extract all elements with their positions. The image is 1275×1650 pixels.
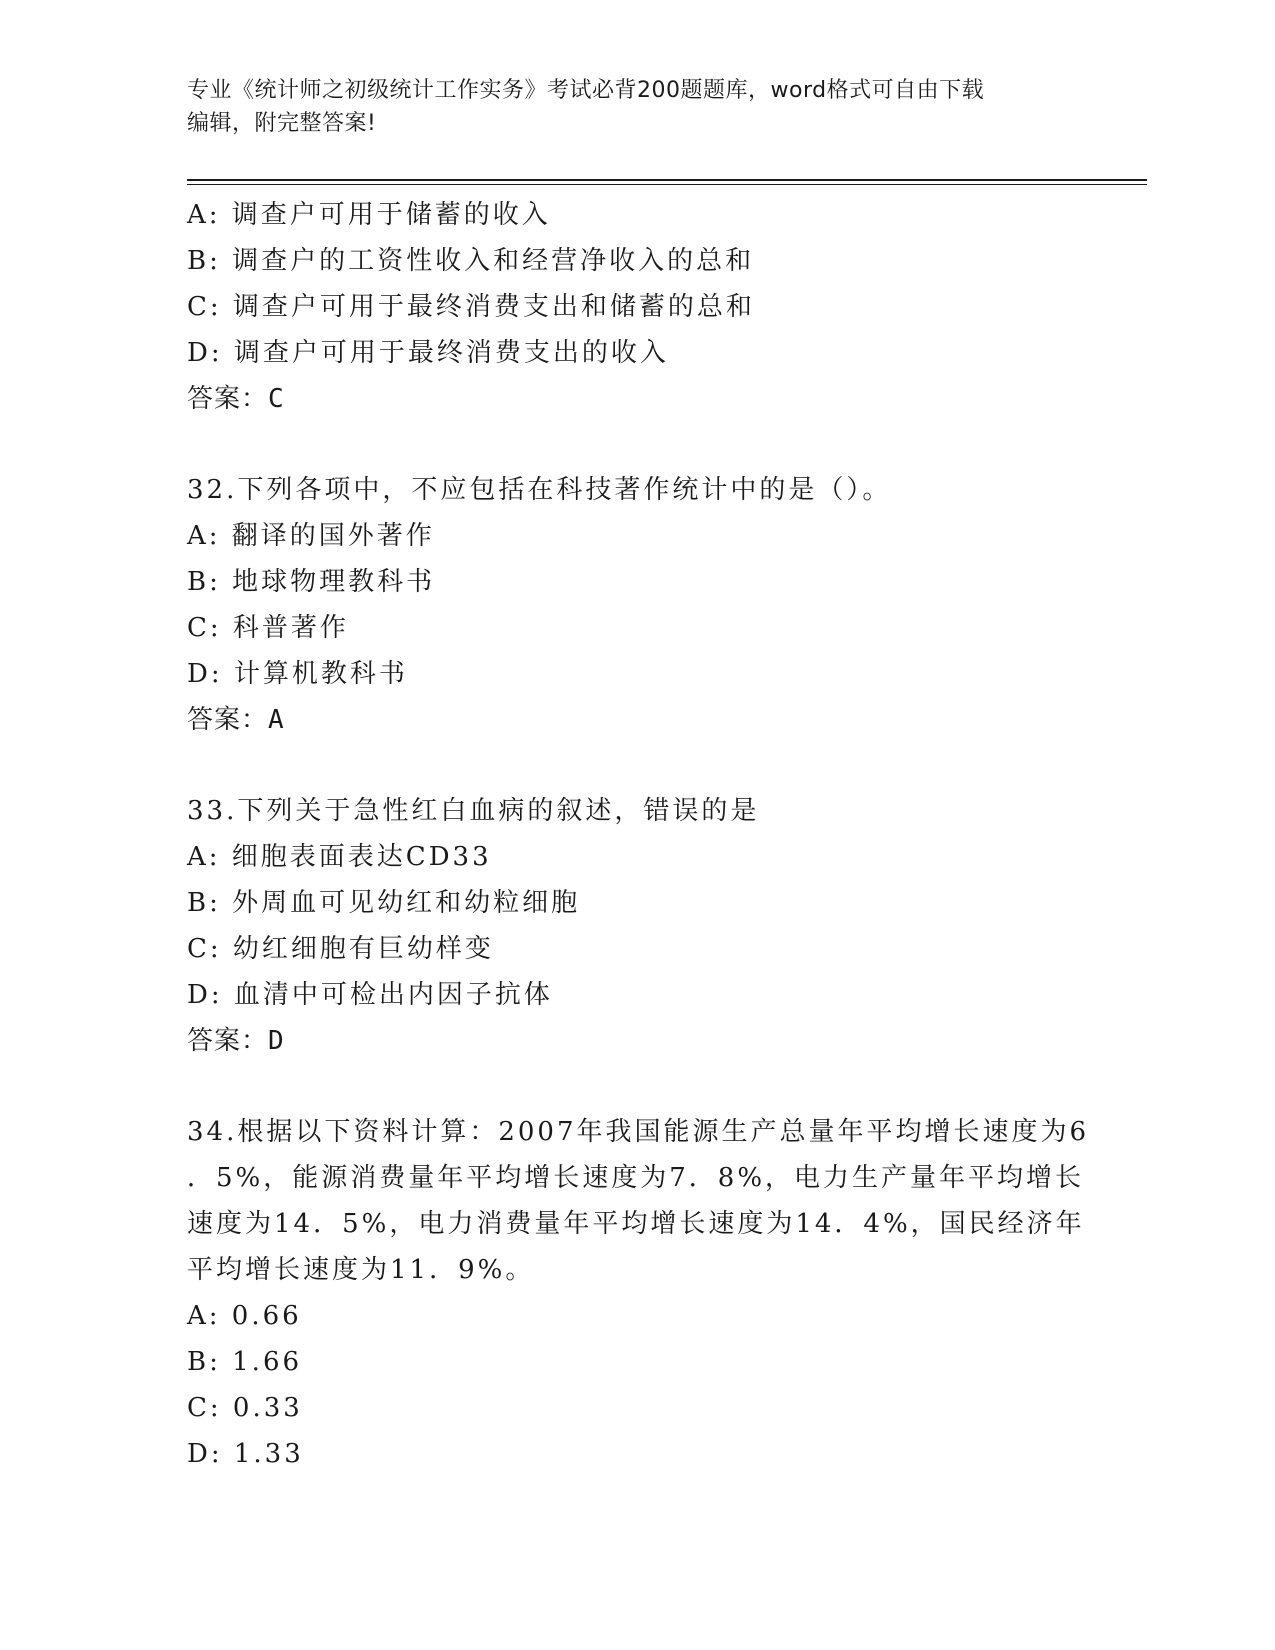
question-34 (187, 1109, 1090, 1477)
question-stem-line-2: ．5%，能源消费量年平均增长速度为7．8%，电力生产量年平均增长 (187, 1163, 1085, 1193)
document-header (187, 74, 1087, 140)
spacer (187, 422, 1087, 467)
question-stem: 32.下列各项中，不应包括在科技著作统计中的是（）。 (187, 475, 892, 505)
option-b: B: 调查户的工资性收入和经营净收入的总和 (187, 246, 755, 276)
option-a: A: 细胞表面表达CD33 (187, 842, 492, 872)
question-stem-line-4: 平均增长速度为11．9%。 (187, 1255, 535, 1285)
option-b: B: 1.66 (187, 1347, 303, 1377)
question-31 (187, 192, 1087, 422)
spacer (187, 1064, 1087, 1109)
option-a: A: 调查户可用于储蓄的收入 (187, 200, 551, 230)
option-c: C: 幼红细胞有巨幼样变 (187, 934, 494, 964)
header-rule-thick (187, 179, 1147, 181)
option-c: C: 科普著作 (187, 613, 349, 643)
header-line-1: 专业《统计师之初级统计工作实务》考试必背200题题库，word格式可自由下载 (187, 78, 985, 103)
question-stem-line-1: 34.根据以下资料计算：2007年我国能源生产总量年平均增长速度为6 (187, 1117, 1090, 1147)
option-d: D: 调查户可用于最终消费支出的收入 (187, 338, 669, 368)
question-stem-line-3: 速度为14．5%，电力消费量年平均增长速度为14．4%，国民经济年 (187, 1209, 1085, 1239)
option-c: C: 调查户可用于最终消费支出和储蓄的总和 (187, 292, 755, 322)
spacer (187, 743, 1087, 788)
question-33 (187, 788, 1087, 1064)
answer: 答案：A (187, 705, 285, 735)
option-c: C: 0.33 (187, 1393, 303, 1423)
option-d: D: 1.33 (187, 1439, 304, 1469)
option-a: A: 0.66 (187, 1301, 302, 1331)
header-line-2: 编辑，附完整答案! (187, 111, 377, 136)
question-32 (187, 467, 1087, 743)
answer: 答案：C (187, 384, 285, 414)
option-d: D: 血清中可检出内因子抗体 (187, 980, 553, 1010)
question-stem: 33.下列关于急性红白血病的叙述，错误的是 (187, 796, 760, 826)
header-rule-thin (187, 184, 1147, 185)
answer: 答案：D (187, 1026, 285, 1056)
option-b: B: 地球物理教科书 (187, 567, 436, 597)
option-a: A: 翻译的国外著作 (187, 521, 435, 551)
option-b: B: 外周血可见幼红和幼粒细胞 (187, 888, 581, 918)
question-list (187, 192, 1090, 1477)
option-d: D: 计算机教科书 (187, 659, 408, 689)
